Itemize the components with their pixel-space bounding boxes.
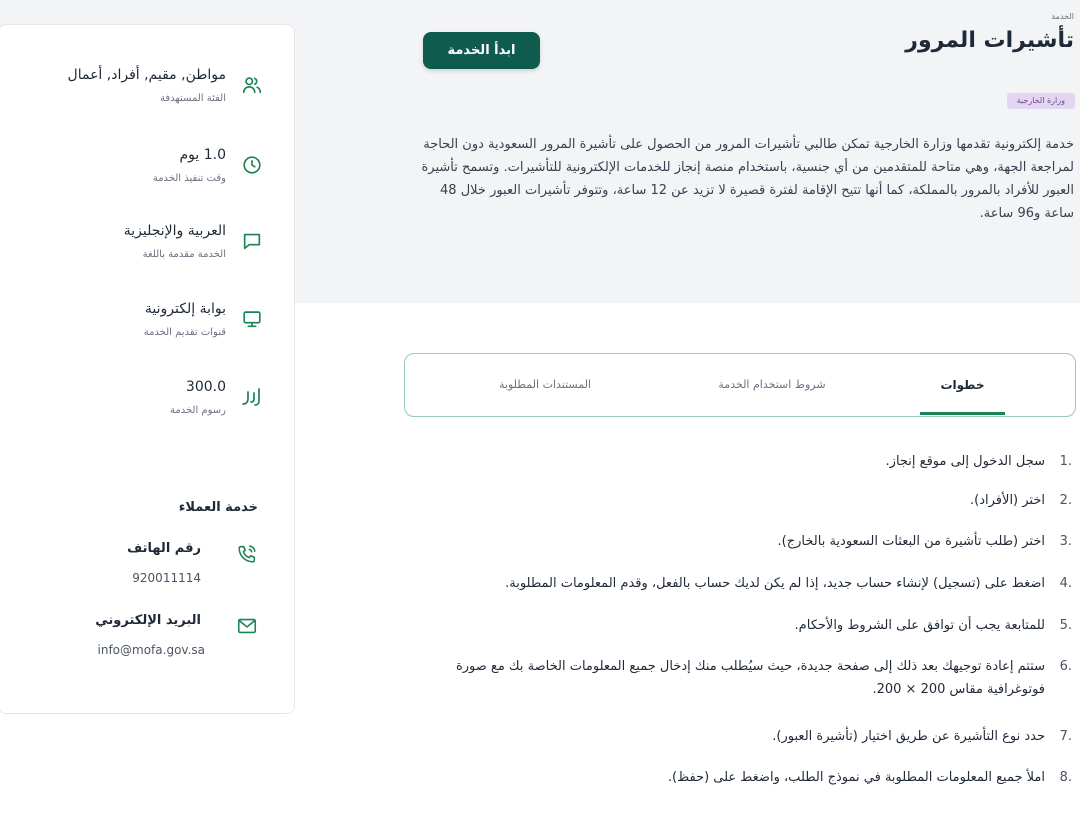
ministry-badge: وزارة الخارجية: [1007, 93, 1075, 109]
step-item: [420, 530, 1080, 553]
step-number: 4.: [1059, 576, 1072, 591]
step-text: ستتم إعادة توجيهك بعد ذلك إلى صفحة جديدة، حيث سيُطلب منك إدخال جميع المعلومات الخاصة بك مع صورة فوتوغرافية مقاس 200 × 200.: [455, 659, 1045, 697]
users-icon: [240, 73, 264, 97]
step-item: [420, 725, 1080, 748]
step-number: 6.: [1059, 659, 1072, 674]
phone-icon: [236, 543, 258, 565]
step-item: [420, 572, 1080, 595]
phone-number[interactable]: 920011114: [132, 571, 201, 585]
fees-value: 300.0: [185, 379, 226, 395]
step-number: 7.: [1059, 729, 1072, 744]
riyal-icon: [240, 385, 264, 409]
step-number: 5.: [1059, 618, 1072, 633]
page-title: تأشيرات المرور: [905, 28, 1074, 53]
step-text: للمتابعة يجب أن توافق على الشروط والأحكام.: [794, 618, 1045, 633]
step-text: املأ جميع المعلومات المطلوبة في نموذج الطلب، واضغط على (حفظ).: [667, 770, 1045, 785]
step-item: [420, 450, 1080, 473]
step-number: 3.: [1059, 534, 1072, 549]
fees-label: رسوم الخدمة: [170, 405, 226, 416]
execution-time-value: 1.0 يوم: [179, 147, 226, 163]
service-description: خدمة إلكترونية تقدمها وزارة الخارجية تمكن طالبي تأشيرات المرور من الحصول على تأشيرة المرور السعودية دون الحاجة لمراجعة الجهة، وهي متاحة للمتقدمين من أي جنسية، باستخدام منصة إنجاز للخدمات الإلكترونية للتأشيرات. وتسمح تأشيرة العبور للأفراد بالمرور بالمملكة، كما أنها تتيح الإقامة لفترة قصيرة لا تزيد عن 12 ساعة، وتتوفر تأشيرات العبور خلال 48 ساعة و96 ساعة.: [421, 137, 1074, 221]
channels-value: بوابة إلكترونية: [144, 301, 226, 317]
step-number: 1.: [1059, 454, 1072, 469]
step-text: سجل الدخول إلى موقع إنجاز.: [885, 454, 1045, 469]
step-text: حدد نوع التأشيرة عن طريق اختيار (تأشيرة العبور).: [772, 729, 1045, 744]
step-item: [420, 655, 1080, 701]
tab-steps[interactable]: خطوات: [920, 354, 1005, 416]
languages-label: الخدمة مقدمة باللغة: [142, 249, 226, 260]
languages-value: العربية والإنجليزية: [123, 223, 226, 239]
step-text: اختر (طلب تأشيرة من البعثات السعودية بالخارج).: [777, 534, 1045, 549]
tab-terms-of-use[interactable]: شروط استخدام الخدمة: [718, 378, 826, 391]
mail-icon: [236, 615, 258, 637]
clock-icon: [240, 153, 264, 177]
target-audience-value: مواطن, مقيم, أفراد, أعمال: [67, 67, 226, 83]
service-info-card: [0, 24, 295, 714]
step-number: 8.: [1059, 770, 1072, 785]
email-label: البريد الإلكتروني: [95, 613, 201, 628]
execution-time-label: وقت تنفيذ الخدمة: [152, 173, 226, 184]
channels-label: قنوات تقديم الخدمة: [143, 327, 226, 338]
step-item: [420, 489, 1080, 512]
step-item: [420, 614, 1080, 637]
breadcrumb[interactable]: الخدمة: [1051, 12, 1074, 21]
customer-service-phone: [28, 541, 258, 601]
step-text: اضغط على (تسجيل) لإنشاء حساب جديد، إذا لم يكن لديك حساب بالفعل، وقدم المعلومات المطلوبة.: [505, 576, 1045, 591]
start-service-button[interactable]: ابدأ الخدمة: [423, 32, 540, 69]
step-number: 2.: [1059, 493, 1072, 508]
monitor-icon: [240, 307, 264, 331]
target-audience-label: الفئة المستهدفة: [160, 93, 226, 104]
customer-service-email: [28, 613, 258, 673]
chat-icon: [240, 229, 264, 253]
step-item: [420, 766, 1080, 789]
tab-required-documents[interactable]: المستندات المطلوبة: [499, 378, 591, 391]
service-tabs: [404, 353, 1076, 417]
phone-label: رقم الهاتف: [127, 541, 201, 556]
step-text: اختر (الأفراد).: [970, 493, 1045, 508]
customer-service-title: خدمة العملاء: [178, 500, 258, 515]
email-address[interactable]: info@mofa.gov.sa: [97, 643, 205, 657]
